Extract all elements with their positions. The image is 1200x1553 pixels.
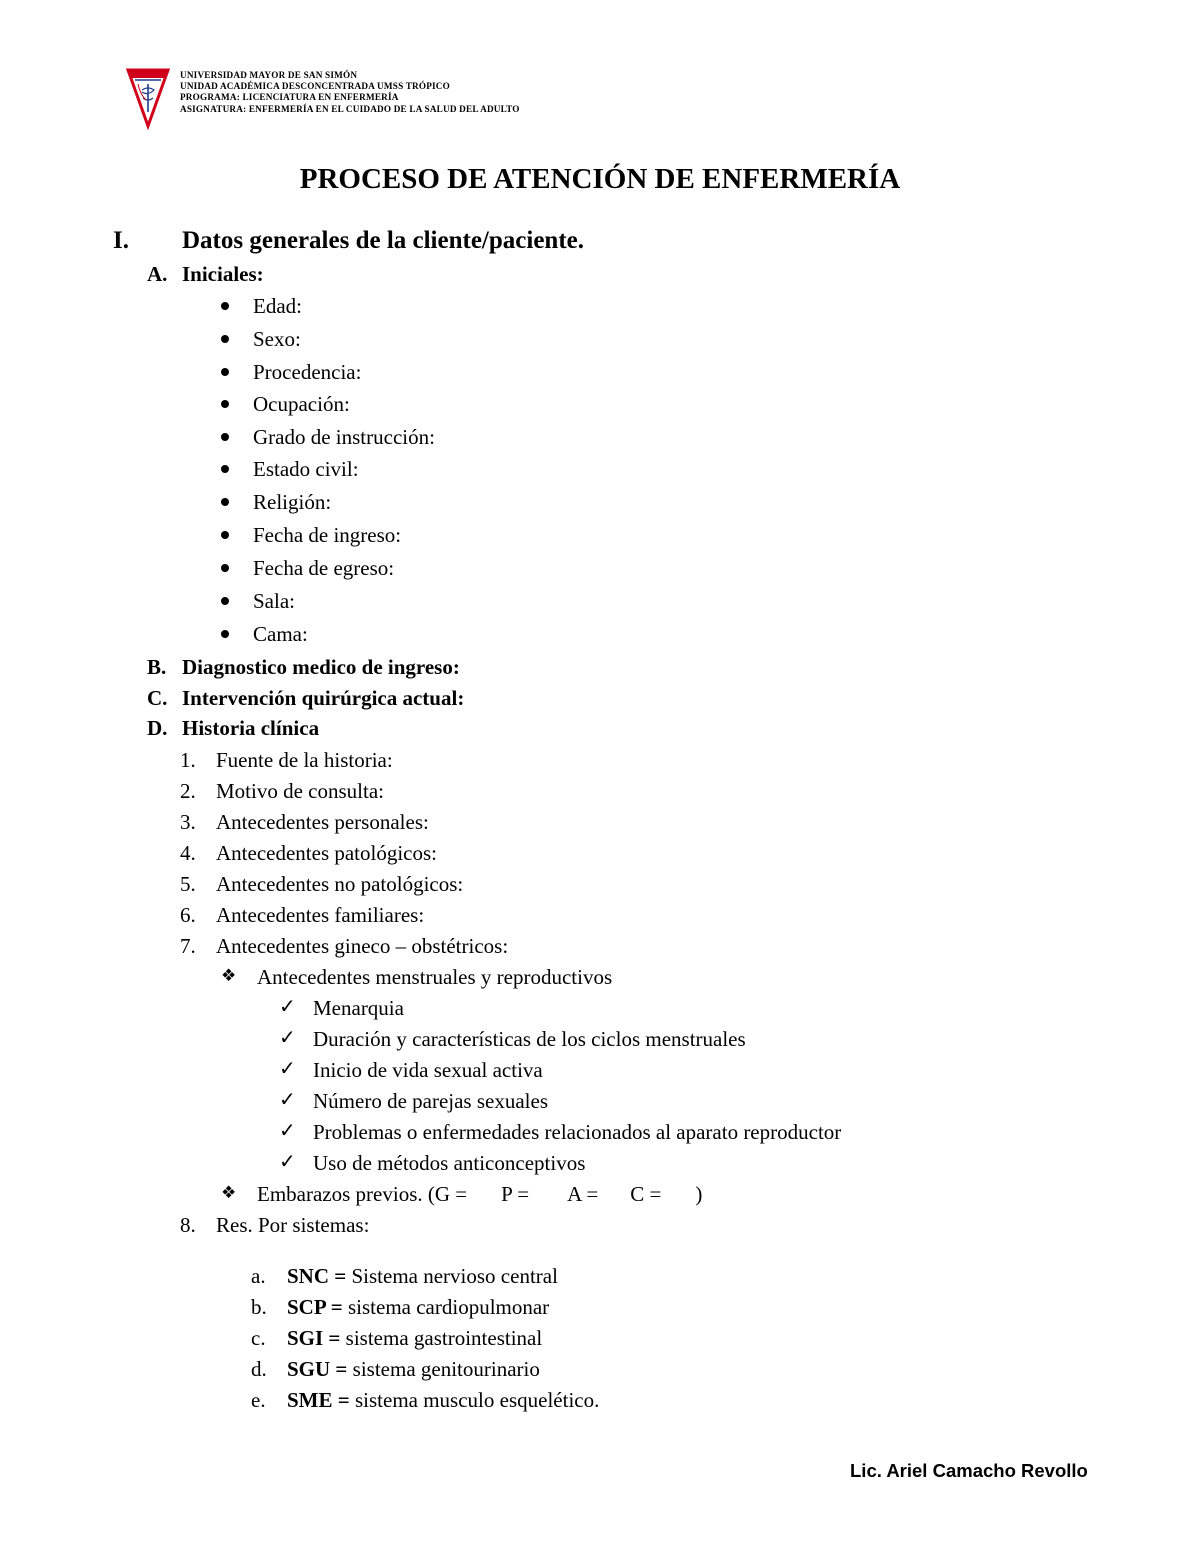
bullet-item: Cama: [253, 622, 308, 646]
checkmark-icon: ✓ [279, 1087, 296, 1111]
bullet-item: Fecha de egreso: [253, 556, 395, 580]
pregnancy-label: Embarazos previos. (G = [257, 1182, 468, 1206]
pregnancy-c: C = [630, 1182, 662, 1206]
diamond-bullet-icon: ❖ [221, 1183, 237, 1202]
system-item [287, 1264, 558, 1289]
bullet-icon [221, 465, 229, 473]
bullet-icon [221, 400, 229, 408]
author-footer: Lic. Ariel Camacho Revollo [850, 1460, 1088, 1481]
history-item: Antecedentes patológicos: [216, 841, 438, 865]
bullet-item: Fecha de ingreso: [253, 523, 402, 547]
alpha-letter: a. [251, 1264, 266, 1288]
list-number: 7. [180, 934, 196, 958]
check-item: Problemas o enfermedades relacionados al aparato reproductor [313, 1120, 842, 1144]
header-line-unit: UNIDAD ACADÉMICA DESCONCENTRADA UMSS TRÓPICO [180, 81, 450, 92]
header-line-program: PROGRAMA: LICENCIATURA EN ENFERMERÍA [180, 92, 399, 103]
system-desc: sistema gastrointestinal [340, 1326, 543, 1350]
system-item [287, 1326, 542, 1351]
section-numeral: I. [113, 227, 129, 254]
pregnancy-close: ) [695, 1182, 703, 1206]
pregnancy-line [257, 1182, 702, 1207]
diamond-bullet-icon: ❖ [221, 966, 237, 985]
checkmark-icon: ✓ [279, 1118, 296, 1142]
menstrual-heading: Antecedentes menstruales y reproductivos [257, 965, 613, 989]
bullet-item: Sexo: [253, 327, 301, 351]
history-item: Antecedentes no patológicos: [216, 872, 464, 896]
bullet-item: Edad: [253, 294, 302, 318]
history-item: Fuente de la historia: [216, 748, 393, 772]
section-title: Datos generales de la cliente/paciente. [182, 227, 584, 254]
alpha-letter: c. [251, 1326, 266, 1350]
header-line-university: UNIVERSIDAD MAYOR DE SAN SIMÓN [180, 70, 358, 80]
check-item: Menarquia [313, 996, 404, 1020]
header-text [180, 70, 740, 115]
check-item: Uso de métodos anticonceptivos [313, 1151, 586, 1175]
bullet-item: Estado civil: [253, 457, 359, 481]
sub-label-d: Historia clínica [182, 716, 320, 740]
bullet-item: Sala: [253, 589, 295, 613]
system-desc: sistema genitourinario [347, 1357, 540, 1381]
sub-label-b: Diagnostico medico de ingreso: [182, 655, 460, 679]
bullet-item: Ocupación: [253, 392, 350, 416]
history-item: Antecedentes familiares: [216, 903, 425, 927]
system-item [287, 1357, 540, 1382]
list-number: 8. [180, 1213, 196, 1237]
sub-label-a: Iniciales: [182, 262, 264, 286]
pregnancy-a: A = [567, 1182, 599, 1206]
header-line-subject: ASIGNATURA: ENFERMERÍA EN EL CUIDADO DE LA SALUD DEL ADULTO [180, 103, 520, 114]
history-item: Motivo de consulta: [216, 779, 384, 803]
system-item [287, 1388, 599, 1413]
system-abbr: SGU = [287, 1357, 348, 1381]
check-item: Inicio de vida sexual activa [313, 1058, 543, 1082]
system-abbr: SNC = [287, 1264, 347, 1288]
sub-letter-d: D. [147, 716, 168, 740]
checkmark-icon: ✓ [279, 1149, 296, 1173]
list-number: 5. [180, 872, 196, 896]
bullet-icon [221, 498, 229, 506]
bullet-icon [221, 302, 229, 310]
bullet-item: Procedencia: [253, 360, 362, 384]
list-number: 4. [180, 841, 196, 865]
bullet-icon [221, 531, 229, 539]
document-title: PROCESO DE ATENCIÓN DE ENFERMERÍA [299, 163, 901, 195]
bullet-icon [221, 630, 229, 638]
bullet-icon [221, 335, 229, 343]
alpha-letter: b. [251, 1295, 267, 1319]
history-item: Antecedentes personales: [216, 810, 429, 834]
checkmark-icon: ✓ [279, 1056, 296, 1080]
bullet-icon [221, 564, 229, 572]
pregnancy-p: P = [501, 1182, 530, 1206]
bullet-item: Religión: [253, 490, 332, 514]
list-number: 6. [180, 903, 196, 927]
sub-label-c: Intervención quirúrgica actual: [182, 686, 465, 710]
bullet-icon [221, 433, 229, 441]
sub-letter-a: A. [147, 262, 168, 286]
system-item [287, 1295, 549, 1320]
bullet-icon [221, 368, 229, 376]
system-abbr: SCP = [287, 1295, 343, 1319]
system-abbr: SGI = [287, 1326, 341, 1350]
history-item: Antecedentes gineco – obstétricos: [216, 934, 509, 958]
system-desc: sistema cardiopulmonar [342, 1295, 550, 1319]
bullet-icon [221, 597, 229, 605]
system-desc: Sistema nervioso central [346, 1264, 558, 1288]
sub-letter-c: C. [147, 686, 168, 710]
checkmark-icon: ✓ [279, 1025, 296, 1049]
check-item: Duración y características de los ciclos menstruales [313, 1027, 746, 1051]
alpha-letter: e. [251, 1388, 266, 1412]
system-desc: sistema musculo esquelético. [349, 1388, 600, 1412]
systems-label: Res. Por sistemas: [216, 1213, 370, 1237]
system-abbr: SME = [287, 1388, 350, 1412]
alpha-letter: d. [251, 1357, 267, 1381]
list-number: 3. [180, 810, 196, 834]
list-number: 2. [180, 779, 196, 803]
university-logo [126, 66, 170, 130]
list-number: 1. [180, 748, 196, 772]
sub-letter-b: B. [147, 655, 167, 679]
check-item: Número de parejas sexuales [313, 1089, 548, 1113]
checkmark-icon: ✓ [279, 994, 296, 1018]
bullet-item: Grado de instrucción: [253, 425, 435, 449]
